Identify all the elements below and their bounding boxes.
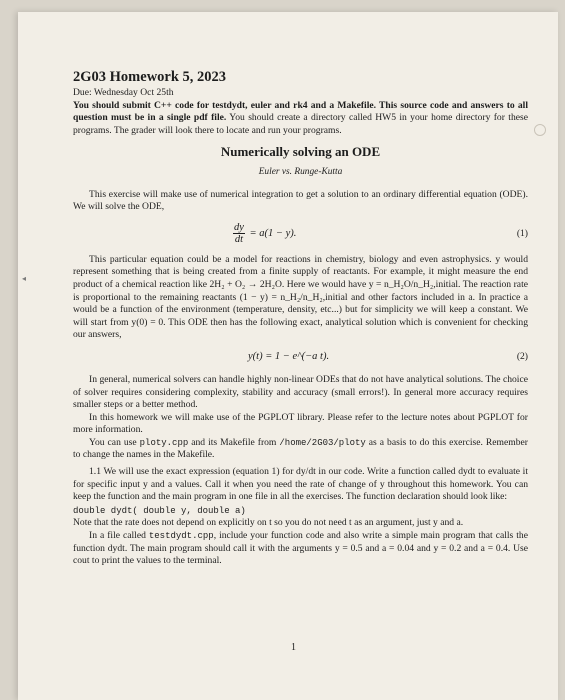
homework-title: 2G03 Homework 5, 2023: [73, 69, 227, 85]
code-declaration: double dydt( double y, double a): [73, 505, 246, 516]
ploty-path: /home/2G03/ploty: [279, 437, 366, 448]
document-page: [18, 12, 558, 700]
paragraph-model: This particular equation could be a model for reactions in chemistry, biology and even astrophysics. y would represent something that is being created from a finite supply of reactants. For example, it might measure the end product of a chemical reaction like 2H₂ + O₂ → 2H₂O. Here we would have y = n_H₂O/n_H₂,initial. The reaction rate is proportional to the remaining reactants (1 − y) = n_H₂/n_H₂,initial and other factors included in a. In practice a would be a function of the environment (temperature, density, etc...) but for simplicity we will keep a constant. We will start from y(0) = 0. This ODE then has the following exact, analytical solution which is convenient for checking our answers,: [73, 253, 528, 341]
section-subtitle: Euler vs. Runge-Kutta: [258, 166, 343, 177]
testdydt-text-a: In a file called: [89, 530, 149, 542]
due-date: Due: Wednesday Oct 25th: [73, 87, 174, 98]
equation-1-number: (1): [516, 227, 528, 239]
margin-circle-icon: [534, 124, 546, 136]
equation-2-number: (2): [516, 350, 528, 362]
testdydt-text-b: , include your function code and also write a simple main program that calls the function dydt. The main program should call it with the arguments y = 0.5 and a = 0.04 and y = 0.2 and a = 0.4. Use cout to print the values to the terminal.: [73, 530, 528, 567]
section-title: Numerically solving an ODE: [220, 144, 381, 160]
equation-1-denominator: dt: [234, 233, 244, 245]
page-content: [73, 68, 528, 568]
paragraph-ode-intro: This exercise will make use of numerical integration to get a solution to an ordinary differential equation (ODE). We will solve the ODE,: [73, 188, 528, 213]
equation-1: [73, 220, 528, 248]
paragraph-solvers: In general, numerical solvers can handle highly non-linear ODEs that do not have analytical solutions. The choice of solver requires considering complexity, stability and accuracy (small errors!). In general more accuracy requires smaller steps or a better method.: [73, 373, 528, 411]
paragraph-task-1-1: 1.1 We will use the exact expression (equation 1) for dy/dt in our code. Write a function called dydt to evaluate it for specific input y and a values. Call it when you need the rate of change of y throughout this homework. You can keep the function and the main program in one file in all the exercises. The function declaration should look like:: [73, 466, 528, 503]
paragraph-note: Note that the rate does not depend on explicitly on t so you do not need t as an argument, just y and a.: [73, 517, 464, 529]
ploty-text-c: as a basis to do this exercise. Remember to change the names in the Makefile.: [73, 436, 528, 461]
margin-mark: ◂: [22, 274, 27, 283]
paragraph-testdydt: [73, 530, 528, 568]
page-number: 1: [291, 642, 296, 653]
testdydt-filename: testdydt.cpp: [148, 531, 214, 542]
ploty-filename: ploty.cpp: [139, 437, 189, 448]
equation-1-fraction: [233, 222, 245, 245]
paragraph-ploty: [73, 437, 528, 462]
intro-paragraph: [73, 100, 528, 138]
ploty-text-a: You can use: [89, 436, 140, 448]
equation-2-expression: y(t) = 1 − e^(−a t).: [248, 350, 330, 362]
equation-1-numerator: dy: [234, 221, 244, 233]
intro-rest: You should create a directory called HW5 in your home directory for these programs. The grader will look there to locate and run your programs.: [73, 112, 528, 136]
equation-1-expression: [233, 222, 296, 245]
paragraph-pgplot: In this homework we will make use of the PGPLOT library. Please refer to the lecture notes about PGPLOT for more information.: [73, 411, 528, 436]
equation-1-rhs: = a(1 − y).: [249, 227, 297, 239]
intro-bold: You should submit C++ code for testdydt, euler and rk4 and a Makefile. This source code and answers to all question must be in a single pdf file.: [73, 99, 528, 124]
ploty-text-b: and its Makefile from: [188, 436, 280, 448]
equation-2: [73, 348, 528, 368]
